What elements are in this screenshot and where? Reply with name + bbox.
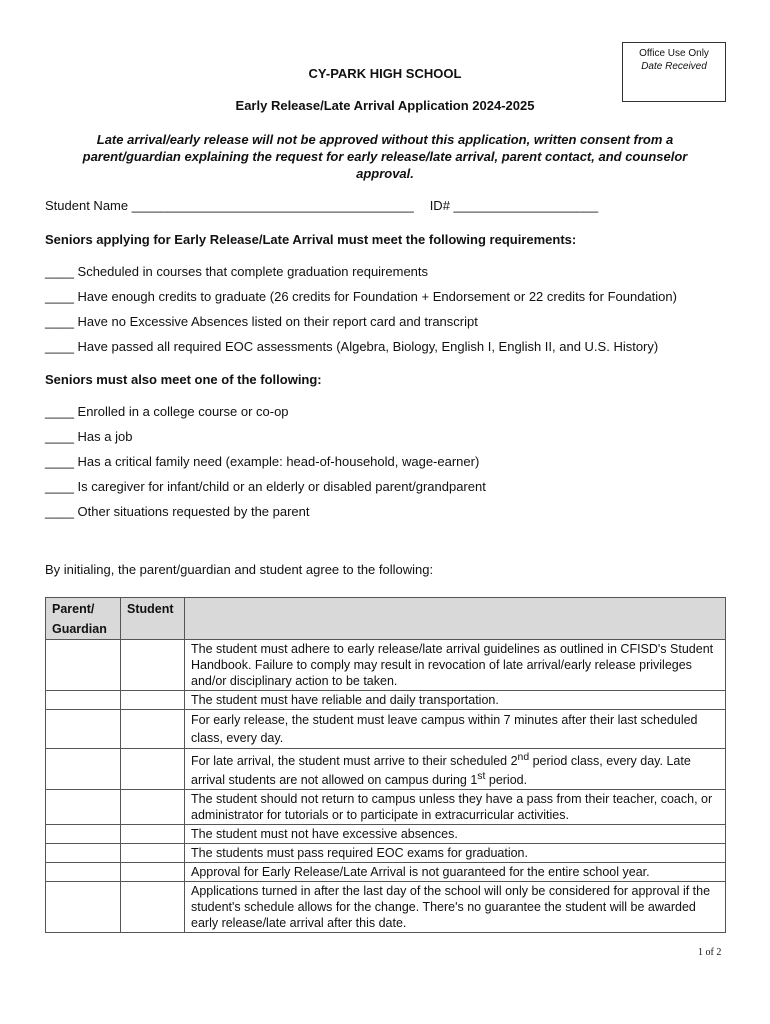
agreement-statement: Approval for Early Release/Late Arrival is not guaranteed for the entire school year. bbox=[185, 863, 726, 882]
requirement-item[interactable]: ____ Have enough credits to graduate (26 credits for Foundation + Endorsement or 22 credits for Foundation) bbox=[45, 289, 677, 304]
student-initial-cell[interactable] bbox=[121, 863, 185, 882]
student-header: Student bbox=[121, 598, 185, 640]
office-use-label: Office Use Only bbox=[639, 48, 709, 59]
student-id-field[interactable]: ID# ____________________ bbox=[429, 198, 599, 213]
condition-item[interactable]: ____ Has a critical family need (example: head-of-household, wage-earner) bbox=[45, 454, 480, 469]
school-name: CY-PARK HIGH SCHOOL bbox=[308, 66, 462, 81]
agreement-statement: Applications turned in after the last day of the school will only be considered for approval if the student's schedule allows for the change. There's no guarantee the student will be awarded early release/late arrival after this date. bbox=[185, 882, 726, 933]
parent-guardian-header bbox=[46, 598, 121, 640]
agreement-statement: The students must pass required EOC exams for graduation. bbox=[185, 844, 726, 863]
page-number: 1 of 2 bbox=[698, 947, 722, 958]
student-initial-cell[interactable] bbox=[121, 844, 185, 863]
statement-part: period. bbox=[485, 773, 528, 788]
table-row bbox=[46, 790, 726, 825]
statement-header bbox=[185, 598, 726, 640]
condition-item[interactable]: ____ Enrolled in a college course or co-op bbox=[45, 404, 289, 419]
ordinal-suffix: st bbox=[477, 771, 486, 783]
parent-initial-cell[interactable] bbox=[46, 710, 121, 749]
table-row bbox=[46, 863, 726, 882]
student-initial-cell[interactable] bbox=[121, 710, 185, 749]
agreement-statement: The student should not return to campus unless they have a pass from their teacher, coach, or administrator for tutorials or to participate in extracurricular activities. bbox=[185, 790, 726, 825]
also-heading: Seniors must also meet one of the following: bbox=[45, 372, 322, 387]
agreement-table bbox=[45, 597, 726, 933]
table-row bbox=[46, 844, 726, 863]
agreement-statement: The student must adhere to early release/late arrival guidelines as outlined in CFISD's Student Handbook. Failure to comply may result in revocation of late arrival/early release privileges and/or disciplinary action to be taken. bbox=[185, 640, 726, 691]
student-initial-cell[interactable] bbox=[121, 749, 185, 790]
table-row bbox=[46, 691, 726, 710]
parent-header-line1: Parent/ bbox=[52, 602, 95, 616]
date-received-label: Date Received bbox=[641, 61, 707, 72]
page-title: Early Release/Late Arrival Application 2024-2025 bbox=[235, 98, 535, 113]
parent-initial-cell[interactable] bbox=[46, 844, 121, 863]
student-info-line bbox=[45, 198, 598, 213]
student-initial-cell[interactable] bbox=[121, 882, 185, 933]
requirement-item[interactable]: ____ Have passed all required EOC assessments (Algebra, Biology, English I, English II, and U.S. History) bbox=[45, 339, 659, 354]
student-initial-cell[interactable] bbox=[121, 790, 185, 825]
parent-initial-cell[interactable] bbox=[46, 749, 121, 790]
table-row bbox=[46, 640, 726, 691]
ordinal-suffix: nd bbox=[517, 752, 530, 763]
agreement-intro: By initialing, the parent/guardian and student agree to the following: bbox=[45, 562, 434, 577]
approval-warning: Late arrival/early release will not be approved without this application, written consent from a parent/guardian explaining the request for early release/late arrival, parent contact, and counselor approval. bbox=[82, 132, 688, 181]
also-list bbox=[45, 404, 486, 529]
student-name-field[interactable]: Student Name _______________________________________ bbox=[45, 198, 414, 213]
condition-item[interactable]: ____ Has a job bbox=[45, 429, 133, 444]
agreement-statement: For early release, the student must leave campus within 7 minutes after their last scheduled class, every day. bbox=[185, 710, 726, 749]
requirements-heading: Seniors applying for Early Release/Late Arrival must meet the following requirements: bbox=[45, 232, 577, 247]
agreement-statement: The student must not have excessive absences. bbox=[185, 825, 726, 844]
requirements-list bbox=[45, 264, 677, 364]
table-header-row bbox=[46, 598, 726, 640]
parent-initial-cell[interactable] bbox=[46, 691, 121, 710]
table-row bbox=[46, 825, 726, 844]
condition-item[interactable]: ____ Other situations requested by the parent bbox=[45, 504, 310, 519]
requirement-item[interactable]: ____ Have no Excessive Absences listed on their report card and transcript bbox=[45, 314, 478, 329]
agreement-statement: The student must have reliable and daily transportation. bbox=[185, 691, 726, 710]
parent-initial-cell[interactable] bbox=[46, 640, 121, 691]
agreement-statement bbox=[185, 749, 726, 790]
parent-initial-cell[interactable] bbox=[46, 863, 121, 882]
requirement-item[interactable]: ____ Scheduled in courses that complete graduation requirements bbox=[45, 264, 429, 279]
statement-part: For late arrival, the student must arrive to their scheduled 2 bbox=[191, 754, 518, 769]
table-row bbox=[46, 710, 726, 749]
table-row bbox=[46, 882, 726, 933]
parent-initial-cell[interactable] bbox=[46, 790, 121, 825]
table-row bbox=[46, 749, 726, 790]
student-initial-cell[interactable] bbox=[121, 691, 185, 710]
student-initial-cell[interactable] bbox=[121, 640, 185, 691]
student-initial-cell[interactable] bbox=[121, 825, 185, 844]
statement-part: period class, every day. Late arrival students are not allowed on campus during 1 bbox=[191, 754, 691, 788]
condition-item[interactable]: ____ Is caregiver for infant/child or an elderly or disabled parent/grandparent bbox=[45, 479, 486, 494]
parent-header-line2: Guardian bbox=[52, 622, 107, 636]
parent-initial-cell[interactable] bbox=[46, 825, 121, 844]
parent-initial-cell[interactable] bbox=[46, 882, 121, 933]
